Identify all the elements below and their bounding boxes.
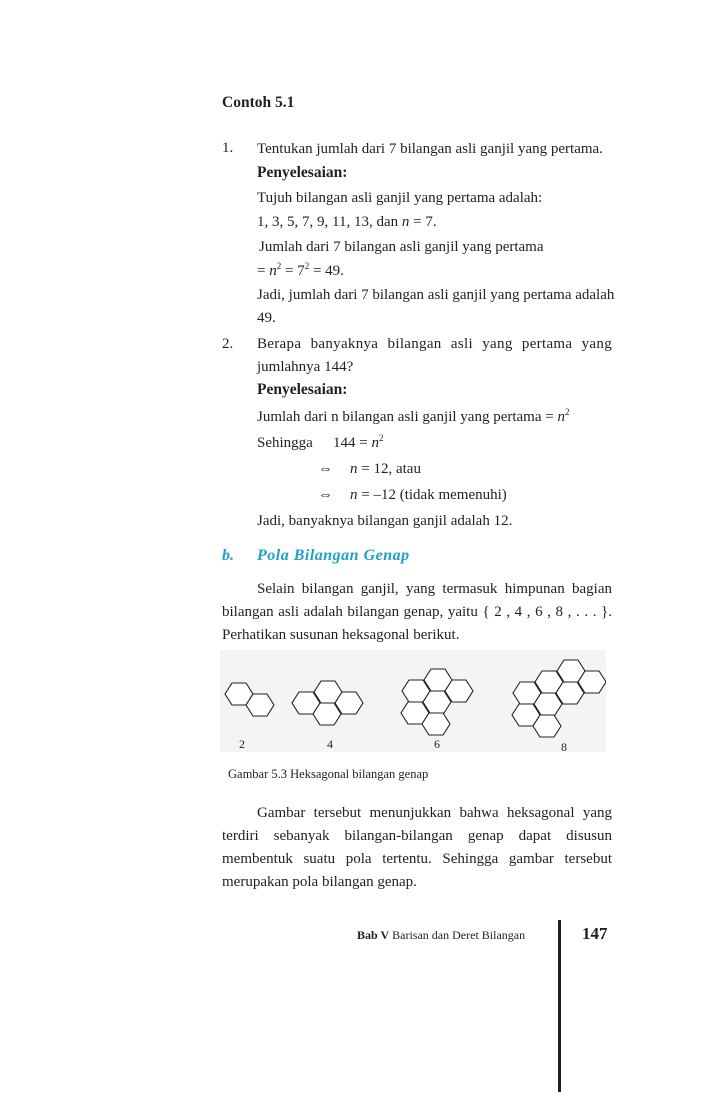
item2-line1: Jumlah dari n bilangan asli ganjil yang pertama = $n^2$ [257,407,570,425]
figure-label-2: 2 [239,737,245,751]
footer-divider [558,920,561,1092]
item2-eq1: $144 = n^2$ [333,433,384,451]
section-title: Pola Bilangan Genap [257,547,410,564]
item1-question: Tentukan jumlah dari 7 bilangan asli ganjil yang pertama. [257,141,603,157]
page-number: 147 [582,924,608,943]
hexagon-figure-svg [220,650,606,752]
item1-conclusion-1: Jadi, jumlah dari 7 bilangan asli ganjil yang pertama adalah [257,287,615,303]
item2-eq2: n = 12, atau [350,461,421,477]
figure-label-4: 4 [327,737,333,751]
paragraph-1-line: Selain bilangan ganjil, yang termasuk himpunan bagian [257,581,612,597]
iff-symbol-2: ⇔ [318,487,333,503]
paragraph-2-line: merupakan pola bilangan genap. [222,874,417,890]
item1-line4: = $n^2 = 7^2 = 49$. [257,261,344,279]
item1-line1: Tujuh bilangan asli ganjil yang pertama adalah: [257,190,543,206]
paragraph-2-line: terdiri sebanyak bilangan-bilangan genap dapat disusun [222,828,612,844]
item2-question-1: Berapa banyaknya bilangan asli yang pertama yang [257,336,612,352]
section-letter: b. [222,547,234,564]
paragraph-1-line: Perhatikan susunan heksagonal berikut. [222,627,460,643]
item1-line3: Jumlah dari 7 bilangan asli ganjil yang pertama [259,239,544,255]
item2-conclusion: Jadi, banyaknya bilangan ganjil adalah 12. [257,513,513,529]
example-title: Contoh 5.1 [222,94,295,111]
item2-eq3: n = –12 (tidak memenuhi) [350,487,507,503]
item-number-1: 1. [222,140,234,156]
item-number-2: 2. [222,336,234,352]
paragraph-2-line: Gambar tersebut menunjukkan bahwa heksagonal yang [257,805,612,821]
item2-sehingga: Sehingga [257,435,313,451]
iff-symbol-1: ⇔ [318,461,333,477]
item1-line2: 1, 3, 5, 7, 9, 11, 13, dan n = 7. [257,214,437,230]
item1-conclusion-2: 49. [257,310,276,326]
paragraph-1-line: bilangan asli adalah bilangan genap, yaitu { 2 , 4 , 6 , 8 , . . . }. [222,604,612,620]
figure-label-6: 6 [434,737,440,751]
hexagon-figure [220,650,606,752]
item2-solution-label: Penyelesaian: [257,381,348,398]
figure-caption: Gambar 5.3 Heksagonal bilangan genap [228,767,429,781]
figure-label-8: 8 [561,740,567,752]
paragraph-2-line: membentuk suatu pola tertentu. Sehingga gambar tersebut [222,851,612,867]
item1-solution-label: Penyelesaian: [257,164,348,181]
paragraph-1 [222,578,612,647]
paragraph-2 [222,802,612,894]
item2-question-2: jumlahnya 144? [257,359,354,375]
chapter-footer: Bab V Barisan dan Deret Bilangan [357,928,526,942]
